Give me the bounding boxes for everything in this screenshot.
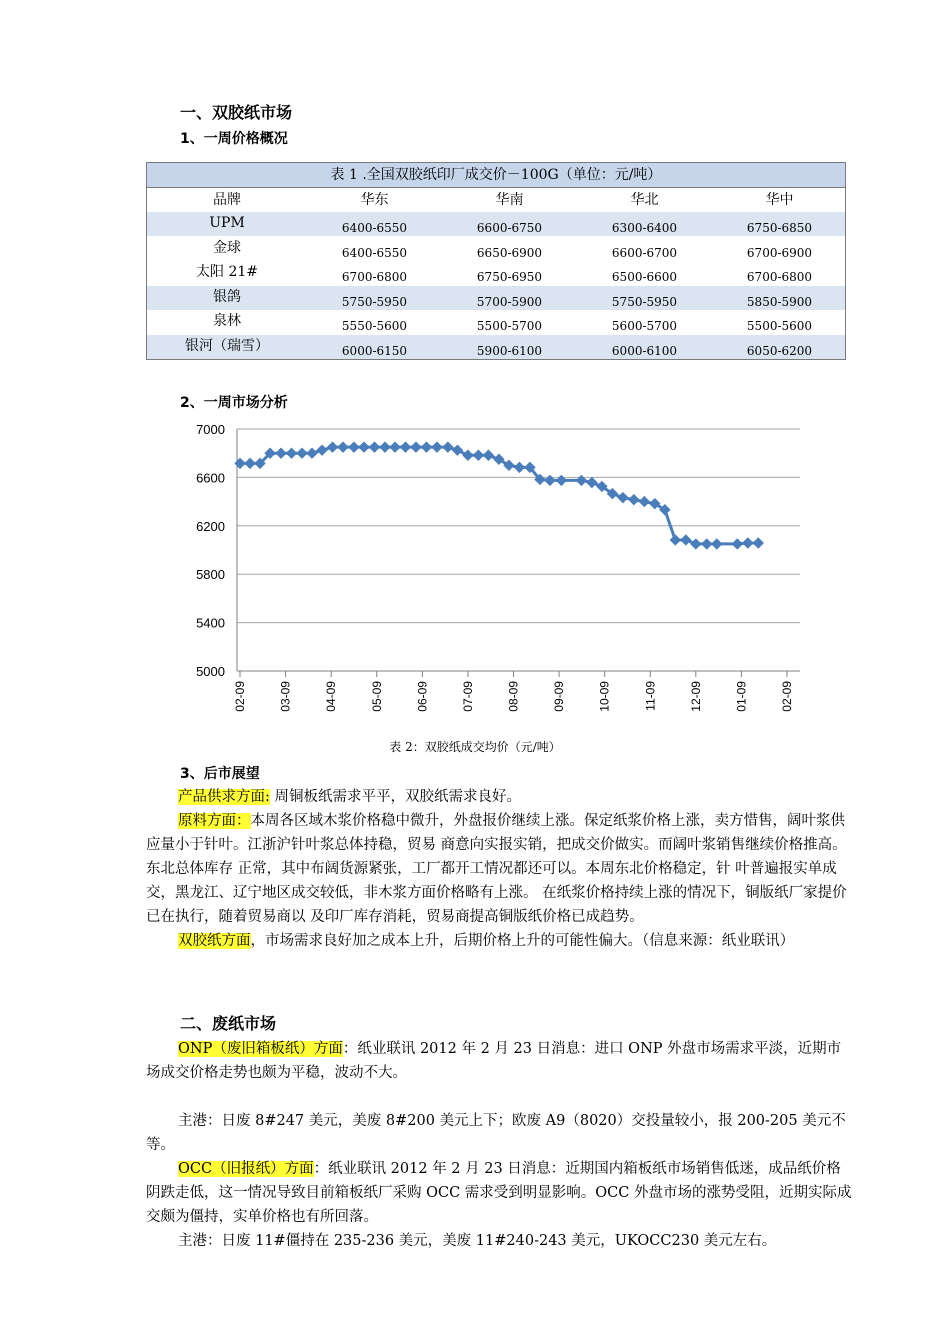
x-tick-label: 02-09 (233, 681, 247, 712)
y-tick-label: 5400 (196, 615, 225, 631)
table-row (147, 310, 845, 334)
occ-paragraph (146, 1157, 854, 1229)
y-tick-label: 7000 (196, 422, 225, 437)
price-cell: 5600-5700 (611, 319, 678, 333)
brand-cell: 银河（瑞雪） (185, 338, 269, 354)
data-point (245, 458, 255, 468)
data-point (463, 450, 473, 460)
x-tick-label: 12-09 (688, 681, 703, 712)
data-point (691, 539, 701, 549)
data-point (670, 535, 680, 545)
data-point (753, 538, 763, 548)
price-cell: 6600-6750 (476, 221, 543, 235)
x-tick-label: 06-09 (415, 681, 430, 712)
header-north: 华北 (630, 192, 659, 208)
onp-text: ：纸业联讯 2012 年 2 月 23 日消息：进口 ONP 外盘市场需求平淡，近期市场成交价格走势也颇为平稳，波动不大。 (146, 1041, 842, 1081)
occ-text: ：纸业联讯 2012 年 2 月 23 日消息：近期国内箱板纸市场销售低迷，成品纸价格阴跌走低，这一情况导致目前箱板纸厂采购 OCC 需求受到明显影响。OCC 外盘市场的涨势受阻，近期实际成交颇为僵持，实单价格也有所回落。 (146, 1161, 852, 1225)
price-cell: 5700-5900 (476, 295, 543, 309)
supply-demand-paragraph (146, 785, 854, 809)
y-tick-label: 5800 (196, 567, 225, 583)
header-south: 华南 (495, 192, 524, 208)
data-point (702, 539, 712, 549)
table-row (147, 212, 845, 236)
data-point (297, 448, 307, 458)
brand-cell: 泉林 (213, 313, 241, 329)
x-tick-label: 03-09 (278, 681, 293, 712)
price-cell: 6750-6950 (476, 270, 543, 284)
offset-paper-label: 双胶纸方面 (178, 933, 251, 949)
price-cell: 6300-6400 (611, 221, 678, 235)
x-tick-label: 07-09 (460, 681, 475, 712)
price-cell: 6500-6600 (611, 270, 678, 284)
header-brand: 品牌 (213, 192, 241, 208)
data-point (443, 442, 453, 452)
data-point (390, 442, 400, 452)
brand-cell: UPM (209, 215, 245, 231)
price-cell: 5500-5600 (746, 319, 813, 333)
section2-heading: 二、废纸市场 (180, 1014, 277, 1033)
data-point (400, 442, 410, 452)
port-paragraph-2: 主港：日废 11#僵持在 235-236 美元，美废 11#240-243 美元，UKOCC230 美元左右。 (178, 1233, 777, 1249)
offset-paper-text: ，市场需求良好加之成本上升，后期价格上升的可能性偏大。（信息来源：纸业联讯） (250, 933, 795, 949)
data-point (452, 445, 462, 455)
price-cell: 5500-5700 (476, 319, 543, 333)
supply-demand-label: 产品供求方面: (178, 789, 270, 805)
price-cell: 5550-5600 (341, 319, 408, 333)
data-point (380, 442, 390, 452)
outlook-text (146, 785, 854, 953)
raw-material-text: 本周各区域木浆价格稳中微升，外盘报价继续上涨。保定纸浆价格上涨，卖方惜售，阔叶浆供应量小于针叶。江浙沪针叶浆总体持稳，贸易 商意向实报实销，把成交价做实。而阔叶浆销售继续价格推高。东北总体库存 正常，其中布阔货源紧张，工厂都开工情况都还可以。本周东北价格稳定，针 叶普遍报实单成交，黑龙江、辽宁地区成交较低，非木浆方面价格略有上涨。 在纸浆价格持续上涨的情况下，铜版纸厂家提价已在执行，随着贸易商以 及印厂库存消耗，贸易商提高铜版纸价格已成趋势。 (146, 813, 847, 925)
price-cell: 5900-6100 (476, 344, 543, 358)
subheading-outlook: 3、后市展望 (180, 766, 260, 782)
price-cell: 6700-6800 (341, 270, 408, 284)
x-tick-label: 05-09 (369, 681, 384, 712)
x-tick-label: 11-09 (643, 681, 658, 711)
y-tick-label: 6600 (196, 470, 225, 486)
section1-heading: 一、双胶纸市场 (180, 103, 293, 122)
table-row (147, 261, 845, 285)
table-row (147, 286, 845, 310)
price-cell: 6000-6100 (611, 344, 678, 358)
x-tick-label: 02-09 (780, 681, 794, 712)
price-cell: 6050-6200 (746, 344, 813, 358)
x-tick-label: 10-09 (597, 681, 612, 712)
header-central: 华中 (765, 192, 794, 208)
brand-cell: 太阳 21# (196, 264, 258, 280)
price-table (146, 162, 846, 360)
data-point (338, 442, 348, 452)
data-point (743, 538, 753, 548)
data-point (473, 450, 483, 460)
spacer (146, 1085, 854, 1109)
chart-title: 表 2：双胶纸成交均价（元/吨） (389, 740, 561, 754)
price-cell: 6600-6700 (611, 246, 678, 260)
data-point (712, 539, 722, 549)
data-point (411, 442, 421, 452)
price-cell: 5750-5950 (341, 295, 408, 309)
data-point (421, 442, 431, 452)
data-point (587, 477, 597, 487)
data-point (349, 442, 359, 452)
price-cell: 6750-6850 (746, 221, 813, 235)
waste-paper-text (146, 1037, 854, 1253)
x-tick-label: 09-09 (552, 681, 567, 712)
header-east: 华东 (360, 192, 389, 208)
price-cell: 6650-6900 (476, 246, 543, 260)
raw-material-paragraph (146, 809, 854, 929)
subheading-market-analysis: 2、一周市场分析 (180, 395, 288, 411)
y-tick-label: 5000 (196, 664, 225, 679)
onp-label: ONP（废旧箱板纸）方面 (178, 1041, 343, 1057)
data-point (276, 448, 286, 458)
price-line-chart (0, 415, 950, 735)
x-tick-label: 08-09 (506, 681, 521, 712)
data-point (328, 442, 338, 452)
table-row (147, 335, 845, 359)
price-cell: 6400-6550 (341, 221, 408, 235)
data-point (618, 493, 628, 503)
brand-cell: 金球 (213, 240, 241, 256)
data-point (317, 445, 327, 455)
price-cell: 6000-6150 (341, 344, 408, 358)
price-cell: 6400-6550 (341, 246, 408, 260)
supply-demand-text: 周铜板纸需求平平，双胶纸需求良好。 (269, 789, 521, 805)
occ-label: OCC（旧报纸）方面 (178, 1161, 314, 1177)
data-point (681, 535, 691, 545)
raw-material-label: 原料方面： (178, 813, 251, 829)
offset-paper-paragraph (146, 929, 854, 953)
data-point (639, 497, 649, 507)
y-tick-label: 6200 (196, 518, 225, 534)
data-point (287, 448, 297, 458)
brand-cell: 银鸽 (213, 289, 241, 305)
data-point (359, 442, 369, 452)
data-point (629, 495, 639, 505)
price-cell: 6700-6800 (746, 270, 813, 284)
data-point (307, 448, 317, 458)
subheading-price-overview: 1、一周价格概况 (180, 131, 288, 147)
table-row (147, 237, 845, 261)
data-point (732, 539, 742, 549)
data-point (483, 450, 493, 460)
table-header-row (147, 188, 845, 212)
data-point (514, 462, 524, 472)
x-tick-label: 01-09 (734, 681, 749, 712)
port-paragraph-1: 主港：日废 8#247 美元，美废 8#200 美元上下；欧废 A9（8020）交投量较小，报 200-205 美元不等。 (146, 1113, 846, 1153)
x-tick-label: 04-09 (324, 681, 339, 712)
table-caption: 表 1 .全国双胶纸印厂成交价－100G（单位：元/吨） (147, 163, 845, 188)
onp-paragraph (146, 1037, 854, 1085)
price-cell: 5750-5950 (611, 295, 678, 309)
price-cell: 6700-6900 (746, 246, 813, 260)
price-cell: 5850-5900 (746, 295, 813, 309)
data-point (369, 442, 379, 452)
data-point (432, 442, 442, 452)
